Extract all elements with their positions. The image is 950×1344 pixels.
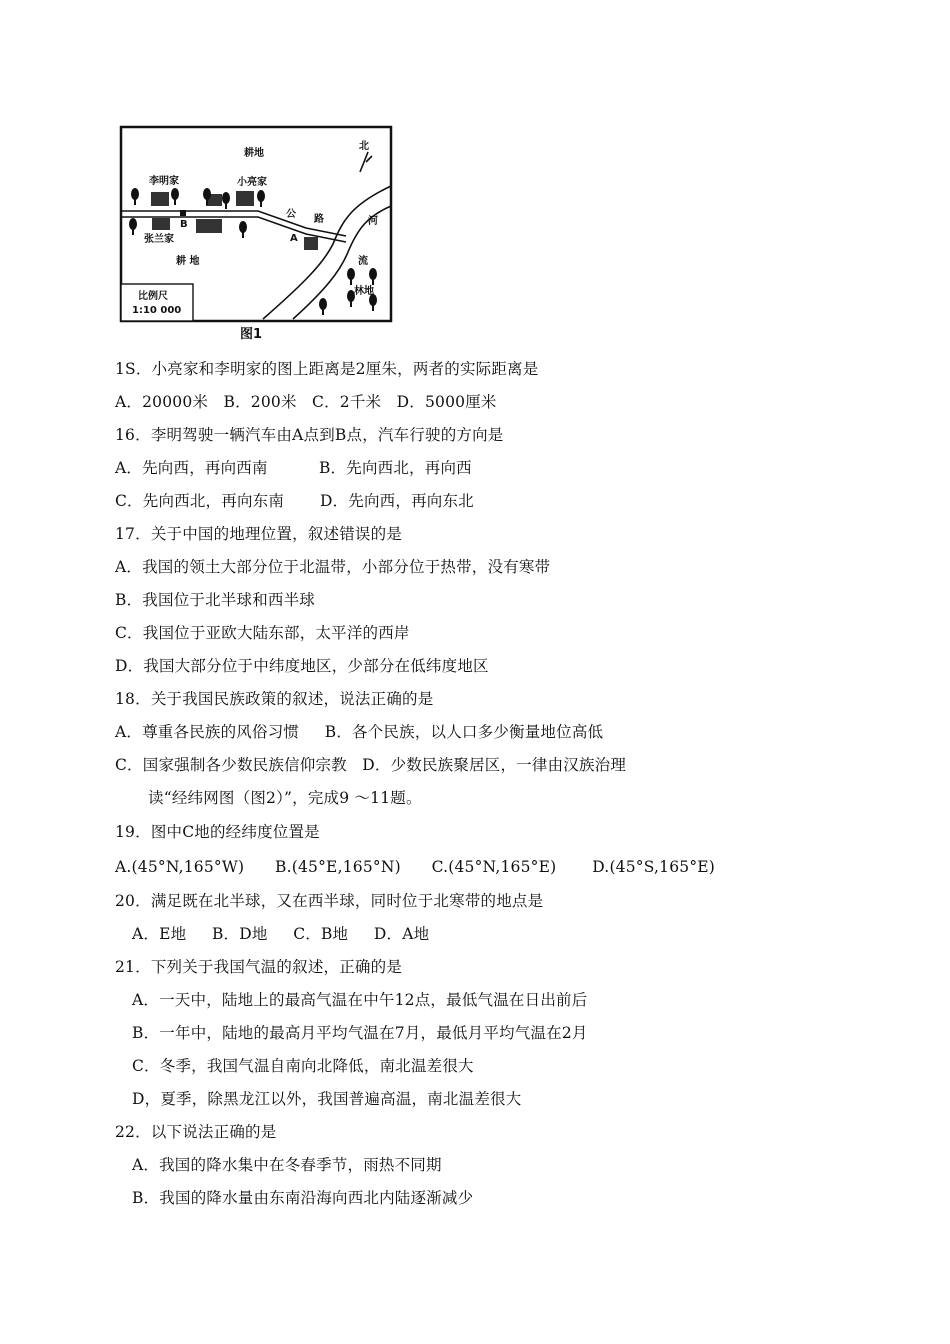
map-label-forest: 林地 (354, 286, 374, 297)
map-label-north: 北 (359, 141, 369, 152)
question-17-option-a: A．我国的领土大部分位于北温带，小部分位于热带，没有寒带 (115, 558, 551, 576)
map-label-point-b: B (180, 219, 188, 230)
question-17-option-b: B．我国位于北半球和西半球 (115, 591, 315, 609)
liming-house-icon (151, 192, 169, 206)
map-label-zhanglan: 张兰家 (144, 234, 174, 245)
question-21: 21．下列关于我国气温的叙述，正确的是 (115, 958, 403, 976)
zhanglan-house-icon (152, 218, 170, 230)
question-17: 17．关于中国的地理位置，叙述错误的是 (115, 525, 403, 543)
question-18: 18．关于我国民族政策的叙述，说法正确的是 (115, 690, 434, 708)
figure-caption: 图1 (240, 327, 263, 342)
map-label-xiaoliang: 小亮家 (237, 177, 267, 188)
map-figure (118, 124, 394, 324)
question-16-options-ab: A．先向西，再向西南 B．先向西北，再向西 (115, 459, 472, 477)
question-17-option-d: D．我国大部分位于中纬度地区，少部分在低纬度地区 (115, 657, 489, 675)
question-16-options-cd: C．先向西北，再向东南 D．先向西，再向东北 (115, 492, 474, 510)
map-scale-value: 1:10 000 (132, 305, 182, 316)
question-20: 20．满足既在北半球，又在西半球，同时位于北寒带的地点是 (115, 892, 544, 910)
map-label-road-2: 路 (314, 214, 324, 225)
map-label-liming: 李明家 (149, 176, 179, 187)
map-label-point-a: A (290, 233, 298, 244)
xiaoliang-house-icon (236, 191, 254, 206)
question-22: 22．以下说法正确的是 (115, 1123, 277, 1141)
point-b-marker (180, 210, 186, 216)
question-22-option-a: A．我国的降水集中在冬春季节，雨热不同期 (132, 1156, 442, 1174)
question-18-options-ab: A．尊重各民族的风俗习惯 B．各个民族，以人口多少衡量地位高低 (115, 723, 604, 741)
map-label-river-1: 河 (368, 216, 378, 227)
question-21-option-d: D，夏季，除黑龙江以外，我国普遍高温，南北温差很大 (132, 1090, 522, 1108)
question-16: 16．李明驾驶一辆汽车由A点到B点，汽车行驶的方向是 (115, 426, 504, 444)
question-19: 19．图中C地的经纬度位置是 (115, 823, 320, 841)
reading-instruction: 读“经纬网图（图2）”，完成9 ～11题。 (148, 789, 422, 807)
question-22-option-b: B．我国的降水量由东南沿海向西北内陆逐渐减少 (132, 1189, 474, 1207)
question-17-option-c: C．我国位于亚欧大陆东部，太平洋的西岸 (115, 624, 410, 642)
question-20-options: A．E地 B．D地 C．B地 D．A地 (132, 925, 430, 943)
house-icon (196, 219, 222, 233)
map-label-farmland-bottom: 耕 地 (176, 256, 200, 267)
question-19-options: A.(45°N,165°W) B.(45°E,165°N) C.(45°N,165°E) D.(45°S,165°E) (115, 858, 716, 876)
map-scale-title: 比例尺 (138, 291, 168, 302)
question-21-option-b: B．一年中，陆地的最高月平均气温在7月，最低月平均气温在2月 (132, 1024, 588, 1042)
question-18-options-cd: C．国家强制各少数民族信仰宗教 D．少数民族聚居区，一律由汉族治理 (115, 756, 627, 774)
map-label-river-2: 流 (358, 256, 368, 267)
map-label-road-1: 公 (286, 209, 296, 220)
question-15: 1S．小亮家和李明家的图上距离是2厘朱，两者的实际距离是 (115, 360, 539, 378)
question-21-option-c: C．冬季，我国气温自南向北降低，南北温差很大 (132, 1057, 474, 1075)
question-15-options: A．20000米 B．200米 C．2千米 D．5000厘米 (115, 393, 497, 411)
map-label-farmland-top: 耕地 (244, 148, 264, 159)
question-21-option-a: A．一天中，陆地上的最高气温在中午12点，最低气温在日出前后 (132, 991, 588, 1009)
house-a-icon (304, 237, 318, 250)
